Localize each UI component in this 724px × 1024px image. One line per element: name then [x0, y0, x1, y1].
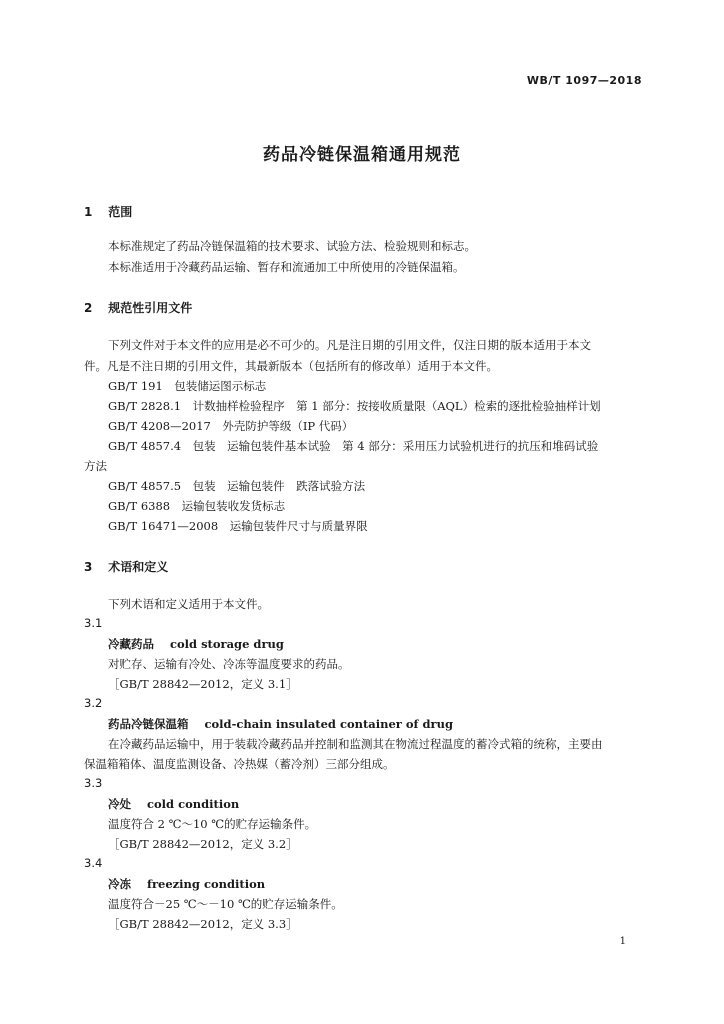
term-definition: 温度符合 2 ℃～10 ℃的贮存运输条件。	[108, 817, 317, 831]
clause-number: 3.4	[84, 856, 103, 870]
clause-number: 3.3	[84, 776, 103, 790]
section-1-heading	[84, 203, 132, 220]
section-title: 范围	[108, 205, 133, 219]
term-definition: 在冷藏药品运输中，用于装载冷藏药品并控制和监测其在物流过程温度的蓄冷式箱的统称，主要由	[108, 737, 603, 751]
term-en: freezing condition	[147, 877, 266, 891]
reference-item: GB/T 6388 运输包装收发货标志	[108, 499, 286, 513]
reference-item: GB/T 191 包装储运图示标志	[108, 379, 267, 393]
section-number: 3	[84, 560, 93, 574]
normative-intro-line-1: 下列文件对于本文件的应用是必不可少的。凡是注日期的引用文件，仅注日期的版本适用于本文	[108, 338, 591, 352]
section-number: 1	[84, 205, 93, 219]
reference-item: GB/T 4857.5 包装 运输包装件 跌落试验方法	[108, 479, 366, 493]
term-zh: 冷处	[108, 797, 131, 811]
term-entry	[108, 636, 284, 652]
clause-number: 3.2	[84, 696, 103, 710]
term-en: cold condition	[147, 797, 240, 811]
term-entry	[108, 876, 265, 892]
reference-item: GB/T 2828.1 计数抽样检验程序 第 1 部分：按接收质量限（AQL）检索的逐批检验抽样计划	[108, 399, 601, 413]
term-entry	[108, 716, 453, 732]
section-title: 术语和定义	[108, 560, 169, 574]
term-zh: 冷冻	[108, 877, 131, 891]
reference-item: GB/T 16471—2008 运输包装件尺寸与质量界限	[108, 519, 368, 533]
section-2-heading	[84, 299, 192, 316]
term-en: cold-chain insulated container of drug	[204, 717, 453, 731]
term-definition: 对贮存、运输有冷处、冷冻等温度要求的药品。	[108, 657, 350, 671]
section-title: 规范性引用文件	[108, 301, 193, 315]
page-number: 1	[619, 936, 626, 947]
term-zh: 冷藏药品	[108, 637, 154, 651]
section-3-heading	[84, 558, 168, 575]
term-entry	[108, 796, 239, 812]
reference-item: GB/T 4857.4 包装 运输包装件基本试验 第 4 部分：采用压力试验机进行的抗压和堆码试验	[108, 439, 599, 453]
term-source: ［GB/T 28842—2012，定义 3.3］	[108, 917, 298, 931]
term-definition: 温度符合－25 ℃～－10 ℃的贮存运输条件。	[108, 897, 343, 911]
term-zh: 药品冷链保温箱	[108, 717, 189, 731]
scope-paragraph-1: 本标准规定了药品冷链保温箱的技术要求、试验方法、检验规则和标志。	[108, 239, 476, 253]
term-source: ［GB/T 28842—2012，定义 3.1］	[108, 677, 298, 691]
term-definition-continuation: 保温箱箱体、温度监测设备、冷热媒（蓄冷剂）三部分组成。	[84, 757, 395, 771]
clause-number: 3.1	[84, 616, 103, 630]
terms-intro: 下列术语和定义适用于本文件。	[108, 597, 269, 611]
standard-code: WB/T 1097—2018	[526, 74, 642, 87]
term-en: cold storage drug	[170, 637, 284, 651]
normative-intro-line-2: 件。凡是不注日期的引用文件，其最新版本（包括所有的修改单）适用于本文件。	[84, 359, 498, 373]
scope-paragraph-2: 本标准适用于冷藏药品运输、暂存和流通加工中所使用的冷链保温箱。	[108, 260, 465, 274]
reference-item: GB/T 4208—2017 外壳防护等级（IP 代码）	[108, 419, 354, 433]
reference-item-continuation: 方法	[84, 459, 107, 473]
document-title: 药品冷链保温箱通用规范	[263, 145, 461, 165]
section-number: 2	[84, 301, 93, 315]
term-source: ［GB/T 28842—2012，定义 3.2］	[108, 837, 298, 851]
